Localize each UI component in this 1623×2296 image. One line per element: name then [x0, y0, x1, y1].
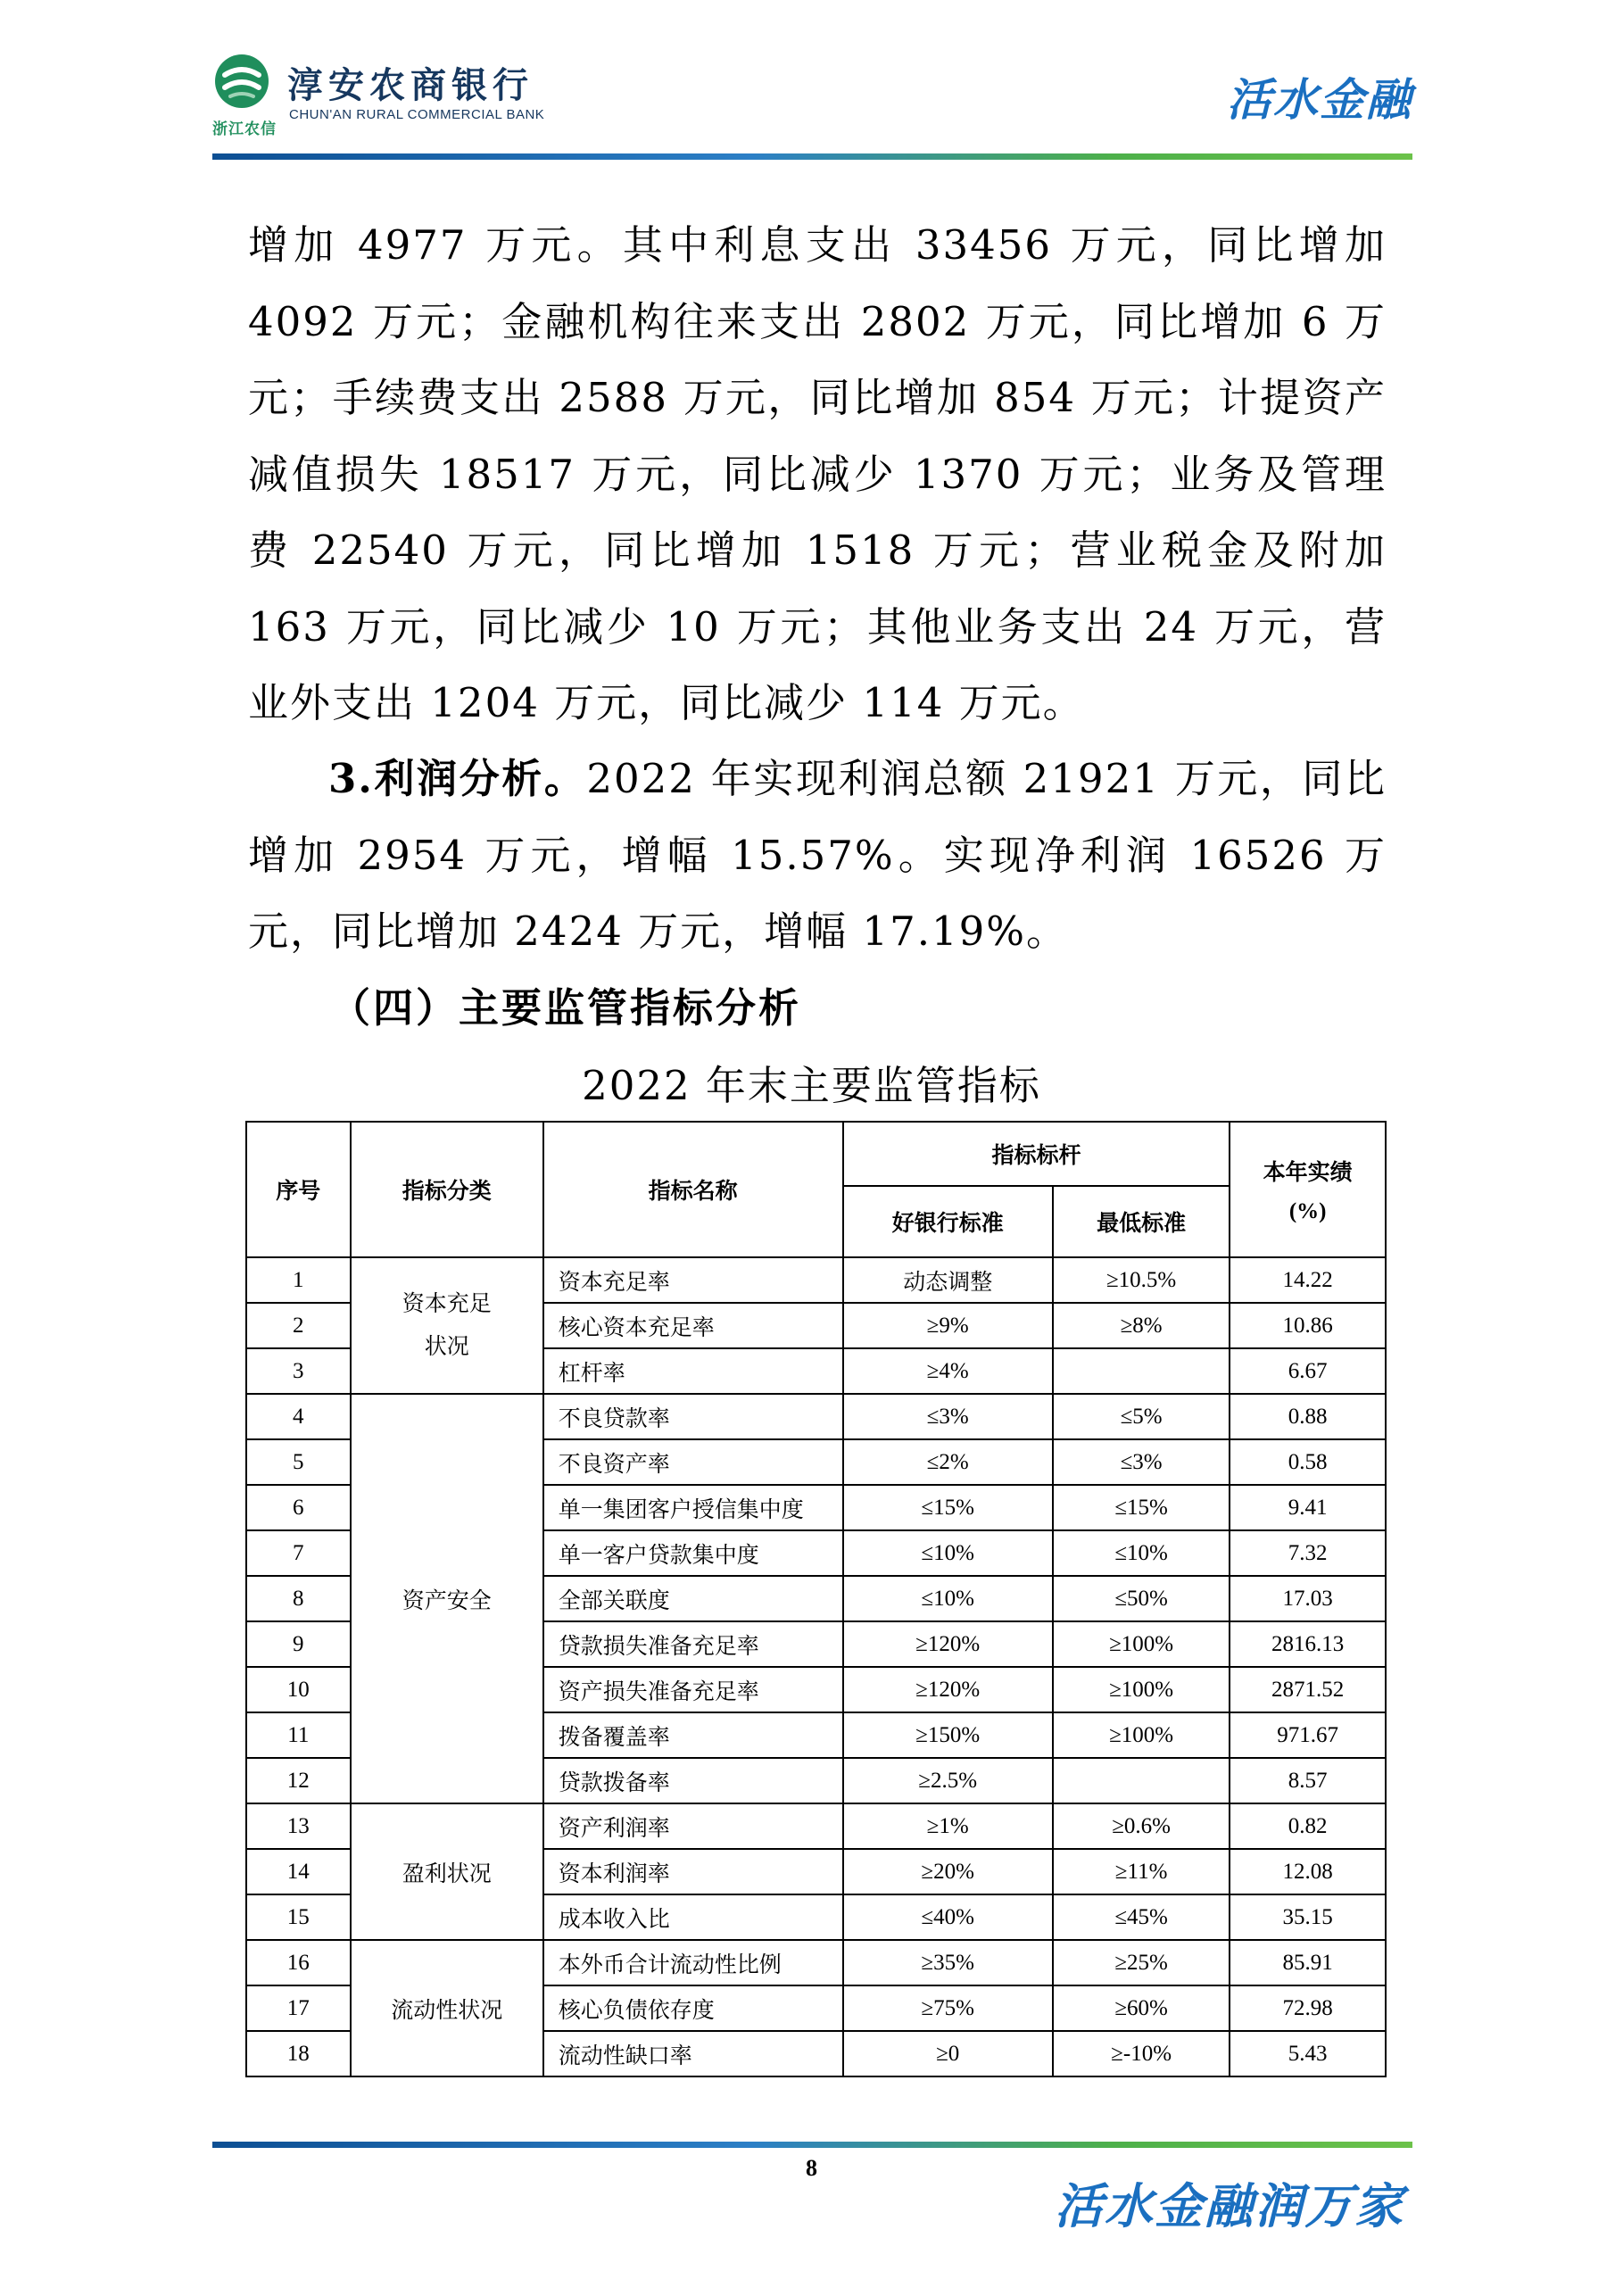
- row-actual: 0.82: [1230, 1803, 1386, 1849]
- row-actual: 17.03: [1230, 1576, 1386, 1621]
- row-indicator-name: 流动性缺口率: [543, 2031, 843, 2076]
- row-good-standard: ≤2%: [843, 1439, 1053, 1485]
- category-capital: [351, 1257, 543, 1394]
- row-indicator-name: 贷款损失准备充足率: [543, 1621, 843, 1667]
- header-minimum-standard: 最低标准: [1053, 1186, 1230, 1257]
- row-good-standard: ≥4%: [843, 1348, 1053, 1394]
- category-capital-line2: 状况: [424, 1334, 469, 1359]
- table-header-row: [246, 1122, 1386, 1186]
- row-indicator-name: 资产利润率: [543, 1803, 843, 1849]
- row-good-standard: ≥0: [843, 2031, 1053, 2076]
- row-actual: 85.91: [1230, 1940, 1386, 1985]
- profit-text: 2022 年实现利润总额 21921 万元，同比增加 2954 万元，增幅 15.57%。实现净利润 16526 万元，同比增加 2424 万元，增幅 17.19%。: [248, 755, 1387, 955]
- table-row: [246, 1940, 1386, 1985]
- header-category: 指标分类: [351, 1122, 543, 1257]
- bank-logo-icon: [212, 52, 271, 111]
- profit-lead: 3.利润分析。: [328, 755, 587, 802]
- row-minimum-standard: [1053, 1348, 1230, 1394]
- row-no: 3: [246, 1348, 351, 1394]
- row-actual: 9.41: [1230, 1485, 1386, 1530]
- logo-subtitle: 浙江农信: [212, 120, 277, 138]
- row-indicator-name: 核心负债依存度: [543, 1985, 843, 2031]
- table-title: 2022 年末主要监管指标: [582, 1062, 1041, 1109]
- row-minimum-standard: ≥100%: [1053, 1712, 1230, 1758]
- header-actual-unit: (%): [1288, 1199, 1327, 1223]
- row-good-standard: ≤10%: [843, 1576, 1053, 1621]
- row-indicator-name: 本外币合计流动性比例: [543, 1940, 843, 1985]
- row-no: 13: [246, 1803, 351, 1849]
- row-minimum-standard: ≥8%: [1053, 1303, 1230, 1348]
- footer-slogan: 活水金融润万家: [1055, 2177, 1404, 2234]
- row-good-standard: ≤40%: [843, 1894, 1053, 1940]
- profit-paragraph: [248, 741, 1387, 970]
- row-indicator-name: 杠杆率: [543, 1348, 843, 1394]
- row-good-standard: ≥75%: [843, 1985, 1053, 2031]
- row-minimum-standard: ≤3%: [1053, 1439, 1230, 1485]
- row-actual: 2871.52: [1230, 1667, 1386, 1712]
- row-no: 10: [246, 1667, 351, 1712]
- row-no: 2: [246, 1303, 351, 1348]
- row-indicator-name: 资本充足率: [543, 1257, 843, 1303]
- header-good-standard: 好银行标准: [843, 1186, 1053, 1257]
- row-minimum-standard: ≤15%: [1053, 1485, 1230, 1530]
- row-good-standard: ≥120%: [843, 1667, 1053, 1712]
- row-no: 17: [246, 1985, 351, 2031]
- row-indicator-name: 不良资产率: [543, 1439, 843, 1485]
- row-minimum-standard: ≤45%: [1053, 1894, 1230, 1940]
- row-actual: 72.98: [1230, 1985, 1386, 2031]
- indicator-table: [245, 1121, 1387, 2077]
- row-no: 5: [246, 1439, 351, 1485]
- row-good-standard: ≥35%: [843, 1940, 1053, 1985]
- category-profit: 盈利状况: [351, 1803, 543, 1940]
- row-good-standard: ≤10%: [843, 1530, 1053, 1576]
- row-actual: 0.88: [1230, 1394, 1386, 1439]
- header-no: 序号: [246, 1122, 351, 1257]
- row-no: 14: [246, 1849, 351, 1894]
- row-good-standard: ≤3%: [843, 1394, 1053, 1439]
- category-asset: 资产安全: [351, 1394, 543, 1803]
- row-indicator-name: 成本收入比: [543, 1894, 843, 1940]
- table-row: [246, 1394, 1386, 1439]
- row-indicator-name: 不良贷款率: [543, 1394, 843, 1439]
- row-good-standard: ≥150%: [843, 1712, 1053, 1758]
- row-actual: 6.67: [1230, 1348, 1386, 1394]
- row-no: 12: [246, 1758, 351, 1803]
- row-no: 9: [246, 1621, 351, 1667]
- row-no: 16: [246, 1940, 351, 1985]
- row-good-standard: 动态调整: [843, 1257, 1053, 1303]
- row-minimum-standard: [1053, 1758, 1230, 1803]
- row-actual: 5.43: [1230, 2031, 1386, 2076]
- row-minimum-standard: ≤10%: [1053, 1530, 1230, 1576]
- row-indicator-name: 拨备覆盖率: [543, 1712, 843, 1758]
- bank-name-en: CHUN'AN RURAL COMMERCIAL BANK: [289, 107, 545, 122]
- page-number: 8: [806, 2155, 817, 2181]
- row-minimum-standard: ≥0.6%: [1053, 1803, 1230, 1849]
- header-benchmark: 指标标杆: [843, 1122, 1230, 1186]
- row-no: 8: [246, 1576, 351, 1621]
- row-indicator-name: 单一客户贷款集中度: [543, 1530, 843, 1576]
- row-good-standard: ≥1%: [843, 1803, 1053, 1849]
- expense-paragraph: 增加 4977 万元。其中利息支出 33456 万元，同比增加 4092 万元；金融机构往来支出 2802 万元，同比增加 6 万元；手续费支出 2588 万元，同比增加 854 万元；计提资产减值损失 18517 万元，同比减少 1370 万元；业务及管理费 22540 万元，同比增加 1518 万元；营业税金及附加 163 万元，同比减少 10 万元；其他业务支出 24 万元，营业外支出 1204 万元，同比减少 114 万元。: [248, 221, 1387, 726]
- row-no: 4: [246, 1394, 351, 1439]
- row-minimum-standard: ≥25%: [1053, 1940, 1230, 1985]
- header-divider: [212, 153, 1412, 160]
- row-minimum-standard: ≤5%: [1053, 1394, 1230, 1439]
- category-capital-line1: 资本充足: [402, 1291, 492, 1316]
- row-good-standard: ≥2.5%: [843, 1758, 1053, 1803]
- category-liquidity: 流动性状况: [351, 1940, 543, 2076]
- row-actual: 12.08: [1230, 1849, 1386, 1894]
- row-actual: 0.58: [1230, 1439, 1386, 1485]
- row-no: 18: [246, 2031, 351, 2076]
- row-actual: 8.57: [1230, 1758, 1386, 1803]
- row-good-standard: ≤15%: [843, 1485, 1053, 1530]
- header-actual-label: 本年实绩: [1263, 1161, 1353, 1185]
- row-minimum-standard: ≤50%: [1053, 1576, 1230, 1621]
- row-minimum-standard: ≥10.5%: [1053, 1257, 1230, 1303]
- row-no: 1: [246, 1257, 351, 1303]
- row-no: 7: [246, 1530, 351, 1576]
- row-minimum-standard: ≥100%: [1053, 1667, 1230, 1712]
- row-minimum-standard: ≥60%: [1053, 1985, 1230, 2031]
- row-indicator-name: 全部关联度: [543, 1576, 843, 1621]
- row-indicator-name: 资产损失准备充足率: [543, 1667, 843, 1712]
- row-minimum-standard: ≥100%: [1053, 1621, 1230, 1667]
- row-no: 11: [246, 1712, 351, 1758]
- row-indicator-name: 贷款拨备率: [543, 1758, 843, 1803]
- table-row: [246, 1257, 1386, 1303]
- header-name: 指标名称: [543, 1122, 843, 1257]
- row-indicator-name: 核心资本充足率: [543, 1303, 843, 1348]
- footer-divider: [212, 2142, 1412, 2148]
- table-row: [246, 1803, 1386, 1849]
- row-good-standard: ≥120%: [843, 1621, 1053, 1667]
- bank-name-cn: 淳安农商银行: [287, 65, 534, 106]
- row-minimum-standard: ≥11%: [1053, 1849, 1230, 1894]
- row-indicator-name: 资本利润率: [543, 1849, 843, 1894]
- page-header: [212, 52, 1412, 159]
- row-minimum-standard: ≥-10%: [1053, 2031, 1230, 2076]
- row-good-standard: ≥20%: [843, 1849, 1053, 1894]
- row-actual: 971.67: [1230, 1712, 1386, 1758]
- row-indicator-name: 单一集团客户授信集中度: [543, 1485, 843, 1530]
- row-actual: 35.15: [1230, 1894, 1386, 1940]
- row-no: 6: [246, 1485, 351, 1530]
- row-actual: 2816.13: [1230, 1621, 1386, 1667]
- section-heading: （四）主要监管指标分析: [330, 984, 802, 1032]
- row-actual: 7.32: [1230, 1530, 1386, 1576]
- header-actual: [1230, 1122, 1386, 1257]
- row-actual: 14.22: [1230, 1257, 1386, 1303]
- header-slogan: 活水金融: [1227, 73, 1412, 126]
- row-good-standard: ≥9%: [843, 1303, 1053, 1348]
- row-actual: 10.86: [1230, 1303, 1386, 1348]
- row-no: 15: [246, 1894, 351, 1940]
